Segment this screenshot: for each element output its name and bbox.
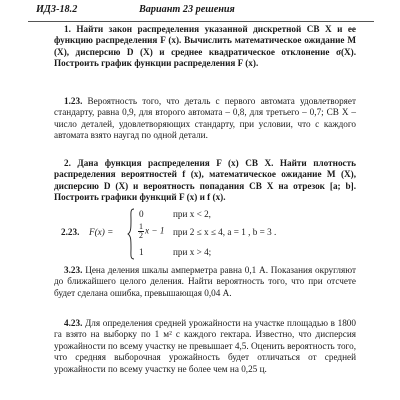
case-1-value: 0: [139, 209, 144, 219]
fraction-numerator: 1: [139, 222, 143, 231]
problem-4-23-block: [54, 318, 356, 375]
problem-2-23-formula: [61, 207, 361, 261]
case-2-condition: при 2 ≤ x ≤ 4, a = 1 , b = 3 .: [173, 227, 277, 237]
case-2-fraction: [138, 223, 144, 240]
task-1-text: Найти закон распределения указанной дискретной СВ X и ее функцию распределения F (x). Вычислить математическое ожидание M (X), дисперсию D (X) и среднее квадратическое отклонение σ(X). Построить график функции распределения F (x).: [54, 24, 356, 69]
problem-3-23-text: Цена деления шкалы амперметра равна 0,1 А. Показания округляют до ближайшего целого деления. Найти вероятность того, что при отсчете будет сделана ошибка, превышающая 0,04 А.: [54, 265, 356, 298]
header-left: ИДЗ-18.2: [36, 4, 78, 15]
case-2-expression: [137, 223, 164, 240]
task-1-block: [54, 24, 356, 70]
problem-4-23-number: 4.23.: [64, 318, 83, 328]
case-3-condition: при x > 4;: [173, 247, 212, 257]
problem-1-23-number: 1.23.: [64, 96, 83, 106]
problem-3-23-number: 3.23.: [64, 265, 83, 275]
case-2-tail: x − 1: [145, 225, 165, 236]
problem-2-23-number: 2.23.: [61, 227, 80, 237]
page-header: [0, 4, 400, 19]
problem-1-23-text: Вероятность того, что деталь с первого автомата удовлетворяет стандарту, равна 0,9, для второго автомата – 0,8, для третьего – 0,7; СВ X – число деталей, удовлетворяющих стандарту, при условии, что с каждого автомата взято наугад по одной детали.: [54, 96, 356, 141]
problem-3-23-block: [54, 265, 356, 299]
header-rule: [28, 21, 374, 22]
problem-1-23-block: [54, 96, 356, 142]
fraction-denominator: 2: [139, 231, 143, 240]
task-2-block: [54, 158, 356, 204]
left-brace-icon: [127, 208, 135, 260]
task-2-number: 2.: [64, 158, 71, 168]
case-1-condition: при x < 2,: [173, 209, 211, 219]
task-2-text: Дана функция распределения F (x) СВ X. Найти плотность распределения вероятностей f (x), математическое ожидание M (X), дисперсию D (X) и вероятность попадания СВ X на отрезок [a; b]. Построить графики функций F (x) и f (x).: [54, 158, 356, 203]
case-3-value: 1: [139, 247, 144, 257]
header-right: Вариант 23 решения: [139, 4, 235, 15]
formula-lhs: F(x) =: [89, 227, 114, 237]
task-1-number: 1.: [64, 24, 71, 34]
problem-4-23-text: Для определения средней урожайности на участке площадью в 1800 га взято на выборку по 1 м² с каждого гектара. Известно, что дисперсия урожайности по всему участку не превышает 4,5. Оценить вероятность того, что средняя выборочная урожайность будет отличаться от средней урожайности по всему участку не более чем на 0,25 ц.: [54, 318, 356, 374]
